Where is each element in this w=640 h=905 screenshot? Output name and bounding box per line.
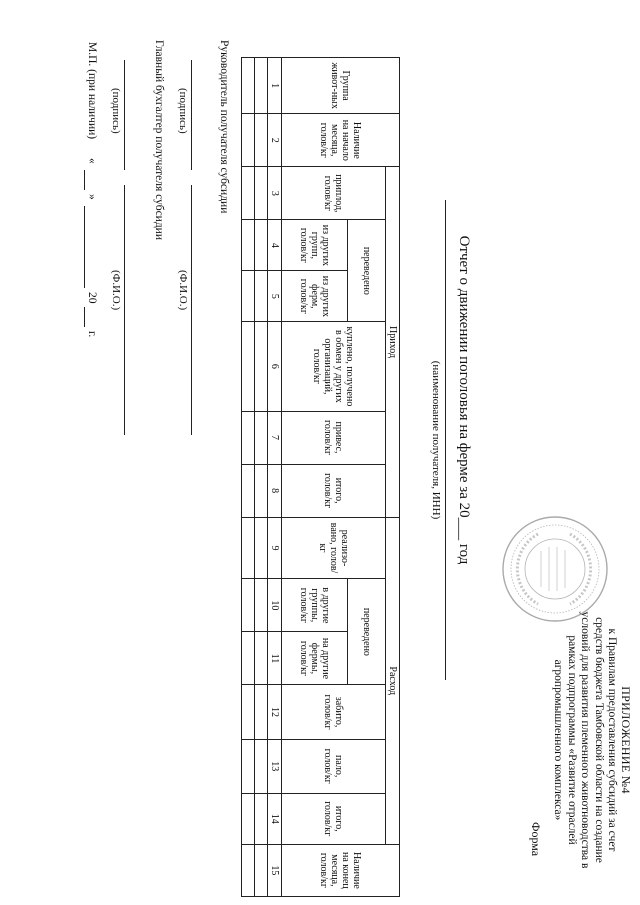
signature-caption: (подпись) xyxy=(110,88,122,134)
recipient-name-line xyxy=(445,200,446,680)
header-slaughtered: забито, голов/кг xyxy=(282,685,386,739)
table-row xyxy=(255,58,268,897)
table-row xyxy=(242,58,255,897)
header-died: пало, голов/кг xyxy=(282,739,386,793)
stamp-seal-icon xyxy=(500,514,610,624)
livestock-movement-table xyxy=(241,57,400,897)
column-number: 14 xyxy=(268,793,282,844)
date-month-line xyxy=(84,206,85,288)
signature-line xyxy=(191,60,192,170)
header-births: приплод, голов/кг xyxy=(282,167,386,220)
date-year-suffix: г. xyxy=(86,331,98,338)
report-title: Отчет о движении поголовья на ферме за 20___ год xyxy=(456,235,472,565)
header-to-other-farms: на другие фермы, голов/кг xyxy=(282,632,348,685)
form-label: Форма xyxy=(529,822,543,857)
fio-line xyxy=(191,185,192,435)
column-number: 9 xyxy=(268,517,282,579)
annex-line: к Правилам предоставления субсидий за счет xyxy=(606,628,619,852)
column-number: 10 xyxy=(268,579,282,632)
date-year-prefix: 20 xyxy=(86,292,98,304)
header-income: Приход xyxy=(386,167,400,517)
recipient-caption: (наименование получателя, ИНН) xyxy=(430,360,442,520)
accountant-label: Главный бухгалтер получателя субсидии xyxy=(153,40,165,240)
column-number: 5 xyxy=(268,271,282,322)
header-end-month: Наличие на конец месяца, голов/кг xyxy=(282,844,400,896)
annex-title: ПРИЛОЖЕНИЕ №4 xyxy=(619,686,633,794)
header-weight-gain: привес, голов/кг xyxy=(282,411,386,464)
column-number: 15 xyxy=(268,844,282,896)
header-transferred-out: переведено xyxy=(348,579,386,685)
fio-line xyxy=(124,185,125,435)
column-number: 12 xyxy=(268,685,282,739)
column-number: 8 xyxy=(268,464,282,517)
date-open-quote: « xyxy=(86,158,98,164)
header-from-other-farms: из других ферм, голов/кг xyxy=(282,271,348,322)
column-number: 11 xyxy=(268,632,282,685)
column-number: 13 xyxy=(268,739,282,793)
header-transferred-in: переведено xyxy=(348,220,386,322)
column-number: 6 xyxy=(268,322,282,411)
column-number: 1 xyxy=(268,58,282,114)
annex-line: средств бюджета Тамбовской области на создание xyxy=(593,617,605,863)
header-from-other-groups: из других групп, голов/кг xyxy=(282,220,348,271)
signature-line xyxy=(124,60,125,170)
annex-header xyxy=(551,590,632,890)
header-group-animals: Группа живот-ных xyxy=(282,58,400,114)
header-start-month: Наличие на начало месяца, голов/кг xyxy=(282,114,400,167)
header-expense-total: итого, голов/кг xyxy=(282,793,386,844)
column-number-row xyxy=(268,58,282,897)
header-to-other-groups: в другие группы, голов/кг xyxy=(282,579,348,632)
fio-caption: (Ф.И.О.) xyxy=(177,270,189,311)
annex-line: рамках подпрограммы «Развитие отраслей xyxy=(566,635,578,845)
column-number: 2 xyxy=(268,114,282,167)
seal-label: М.П. (при наличии) xyxy=(86,42,98,140)
signature-caption: (подпись) xyxy=(177,88,189,134)
date-day-line xyxy=(84,170,85,190)
head-label: Руководитель получателя субсидии xyxy=(218,40,230,214)
header-expense: Расход xyxy=(386,517,400,844)
date-close-quote: » xyxy=(86,194,98,200)
column-number: 3 xyxy=(268,167,282,220)
annex-line: агропромышленного комплекса» xyxy=(552,659,565,821)
column-number: 7 xyxy=(268,411,282,464)
header-income-total: итого, голов/кг xyxy=(282,464,386,517)
date-year-line xyxy=(84,307,85,327)
header-bought: куплено, получено в обмен у других организаций, голов/кг xyxy=(282,322,386,411)
annex-line: условий для развития племенного животноводства в xyxy=(579,611,592,869)
fio-caption: (Ф.И.О.) xyxy=(110,270,122,311)
header-sold: реализо-вано, голов/кг xyxy=(282,517,386,579)
column-number: 4 xyxy=(268,220,282,271)
